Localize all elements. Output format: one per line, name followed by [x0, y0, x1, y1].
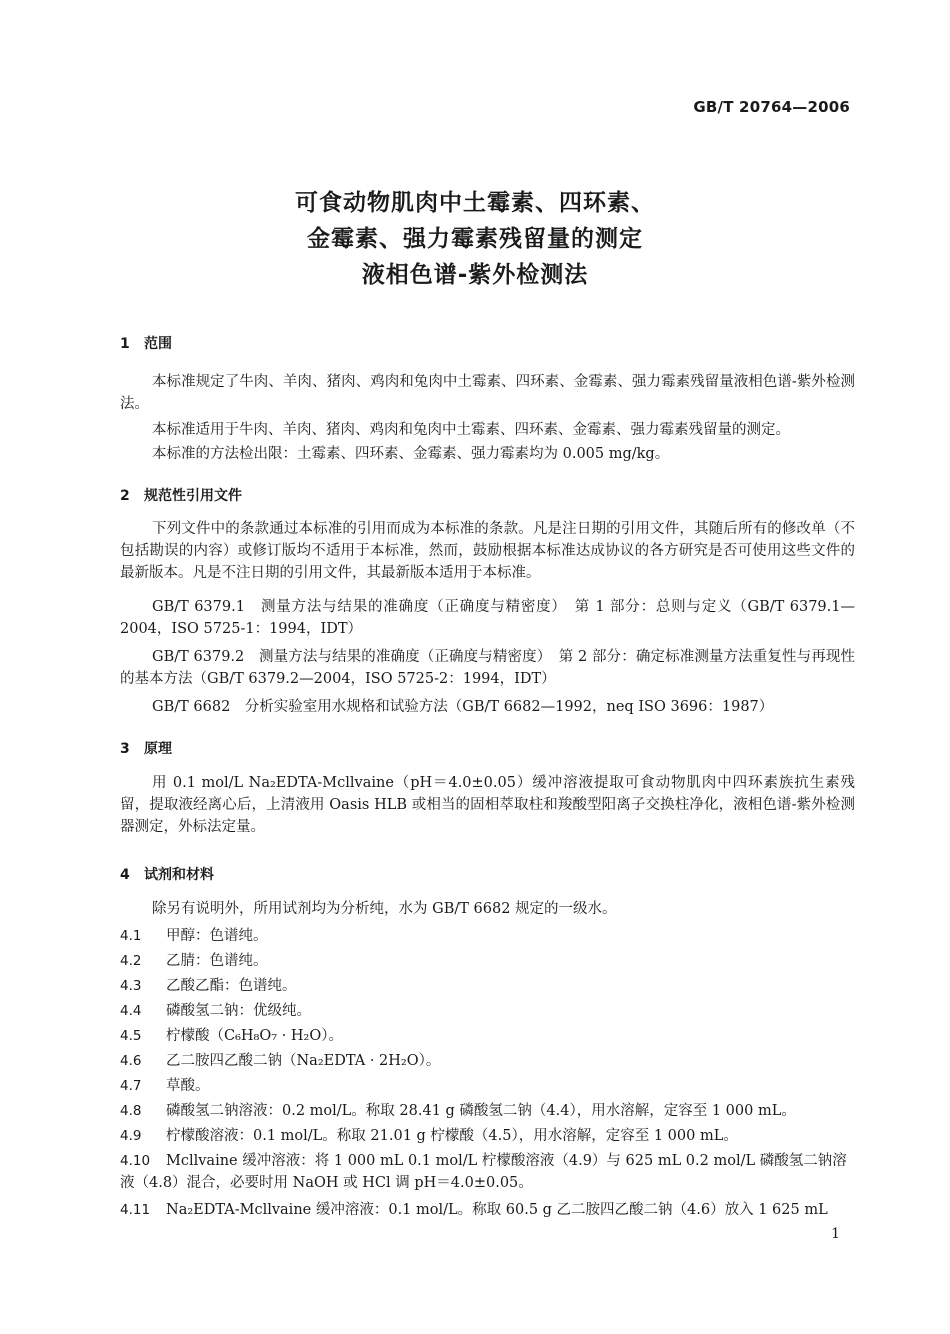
list-item — [120, 1050, 855, 1072]
list-item — [120, 1075, 855, 1097]
list-item — [120, 1025, 855, 1047]
item-number: 4.2 — [120, 953, 142, 969]
item-number: 4.1 — [120, 928, 142, 944]
item-text: 磷酸氢二钠溶液：0.2 mol/L。称取 28.41 g 磷酸氢二钠（4.4），用水溶解，定容至 1 000 mL。 — [166, 1103, 796, 1119]
list-item — [120, 925, 855, 947]
list-item — [120, 1125, 855, 1147]
list-item — [120, 1100, 855, 1122]
reference-entry: GB/T 6379.2 测量方法与结果的准确度（正确度与精密度） 第 2 部分：确定标准测量方法重复性与再现性的基本方法（GB/T 6379.2—2004，ISO 5725-2：1994，IDT） — [120, 649, 855, 687]
document-title-line-3: 液相色谱-紫外检测法 — [361, 262, 589, 288]
item-number: 4.3 — [120, 978, 142, 994]
list-item — [120, 1000, 855, 1022]
section-number: 1 — [120, 336, 130, 352]
standard-number: GB/T 20764—2006 — [693, 98, 850, 116]
page-number: 1 — [831, 1226, 840, 1242]
item-text: 乙腈：色谱纯。 — [166, 953, 268, 969]
section-4-heading — [120, 864, 214, 884]
item-number: 4.9 — [120, 1128, 142, 1144]
paragraph: 除另有说明外，所用试剂均为分析纯，水为 GB/T 6682 规定的一级水。 — [152, 901, 617, 917]
item-text: Mcllvaine 缓冲溶液：将 1 000 mL 0.1 mol/L 柠檬酸溶液（4.9）与 625 mL 0.2 mol/L 磷酸氢二钠溶液（4.8）混合，必要时用 NaOH 或 HCl 调 pH＝4.0±0.05。 — [120, 1153, 847, 1191]
item-text: Na₂EDTA-Mcllvaine 缓冲溶液：0.1 mol/L。称取 60.5 g 乙二胺四乙酸二钠（4.6）放入 1 625 mL — [166, 1202, 828, 1218]
list-item — [120, 975, 855, 997]
section-3-heading — [120, 738, 172, 758]
item-text: 乙二胺四乙酸二钠（Na₂EDTA · 2H₂O）。 — [166, 1053, 441, 1069]
section-2-heading — [120, 485, 242, 505]
section-title: 规范性引用文件 — [144, 488, 242, 504]
item-text: 乙酸乙酯：色谱纯。 — [166, 978, 297, 994]
section-1-heading — [120, 333, 172, 353]
section-title: 试剂和材料 — [144, 867, 214, 883]
item-text: 甲醇：色谱纯。 — [166, 928, 268, 944]
section-number: 3 — [120, 741, 130, 757]
list-item — [120, 950, 855, 972]
item-text: 柠檬酸（C₆H₈O₇ · H₂O）。 — [166, 1028, 343, 1044]
item-text: 草酸。 — [166, 1078, 210, 1094]
item-text: 柠檬酸溶液：0.1 mol/L。称取 21.01 g 柠檬酸（4.5），用水溶解，定容至 1 000 mL。 — [166, 1128, 738, 1144]
item-number: 4.7 — [120, 1078, 142, 1094]
item-text: 磷酸氢二钠：优级纯。 — [166, 1003, 311, 1019]
paragraph: 本标准适用于牛肉、羊肉、猪肉、鸡肉和兔肉中土霉素、四环素、金霉素、强力霉素残留量的测定。 — [152, 422, 790, 438]
section-title: 范围 — [144, 336, 172, 352]
paragraph: 用 0.1 mol/L Na₂EDTA-Mcllvaine（pH＝4.0±0.05）缓冲溶液提取可食动物肌肉中四环素族抗生素残留，提取液经离心后，上清液用 Oasis HLB 或相当的固相萃取柱和羧酸型阳离子交换柱净化，液相色谱-紫外检测器测定，外标法定量。 — [120, 775, 855, 835]
list-item — [120, 1150, 855, 1194]
section-title: 原理 — [144, 741, 172, 757]
reference-entry: GB/T 6682 分析实验室用水规格和试验方法（GB/T 6682—1992，neq ISO 3696：1987） — [152, 699, 774, 715]
list-item — [120, 1199, 855, 1221]
paragraph: 本标准的方法检出限：土霉素、四环素、金霉素、强力霉素均为 0.005 mg/kg。 — [152, 446, 670, 462]
item-number: 4.10 — [120, 1153, 151, 1169]
section-number: 4 — [120, 867, 130, 883]
section-number: 2 — [120, 488, 130, 504]
item-number: 4.11 — [120, 1202, 151, 1218]
reference-entry: GB/T 6379.1 测量方法与结果的准确度（正确度与精密度） 第 1 部分：总则与定义（GB/T 6379.1—2004，ISO 5725-1：1994，IDT） — [120, 599, 855, 637]
item-number: 4.5 — [120, 1028, 142, 1044]
item-number: 4.8 — [120, 1103, 142, 1119]
document-title-line-2: 金霉素、强力霉素残留量的测定 — [307, 226, 643, 252]
paragraph: 本标准规定了牛肉、羊肉、猪肉、鸡肉和兔肉中土霉素、四环素、金霉素、强力霉素残留量液相色谱-紫外检测法。 — [120, 374, 855, 412]
item-number: 4.4 — [120, 1003, 142, 1019]
document-title-line-1: 可食动物肌肉中土霉素、四环素、 — [295, 190, 655, 216]
paragraph: 下列文件中的条款通过本标准的引用而成为本标准的条款。凡是注日期的引用文件，其随后所有的修改单（不包括勘误的内容）或修订版均不适用于本标准，然而，鼓励根据本标准达成协议的各方研究是否可使用这些文件的最新版本。凡是不注日期的引用文件，其最新版本适用于本标准。 — [120, 521, 855, 581]
item-number: 4.6 — [120, 1053, 142, 1069]
